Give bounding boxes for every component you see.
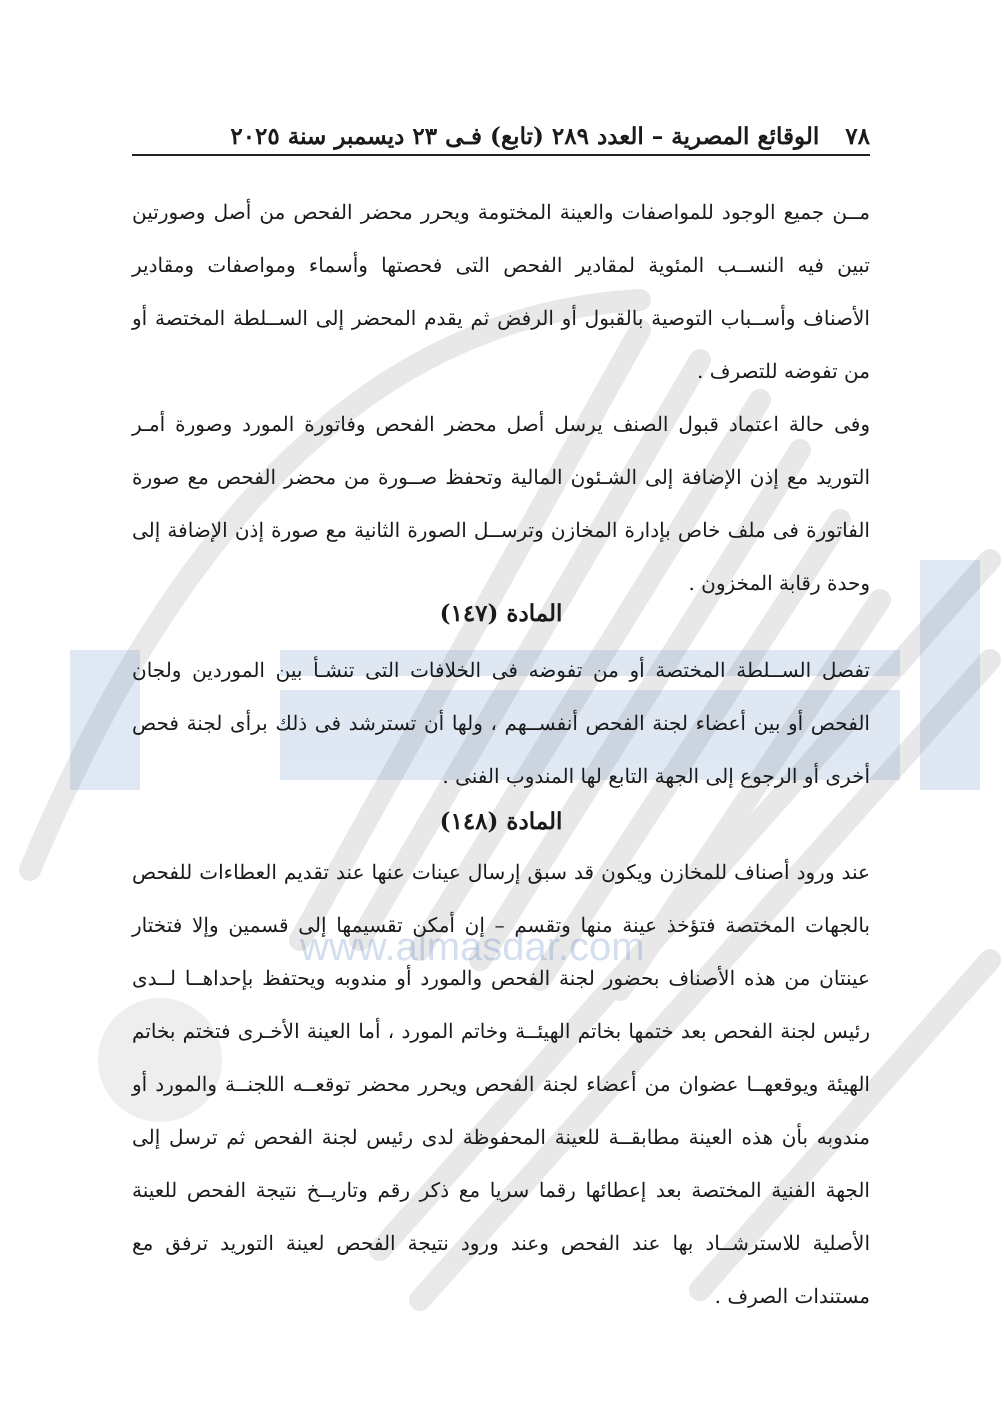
- paragraph-3: تفصل الســلطة المختصة أو من تفوضه فى الخلافات التى تنشـأ بين الموردين ولجان الفحص أو بين أعضاء لجنة الفحص أنفســهم ، ولها أن تسترشد فى ذلك برأى لجنة فحص أخرى أو الرجوع إلى الجهة التابع لها المندوب الفنى .: [132, 658, 870, 788]
- paragraph-2: وفى حالة اعتماد قبول الصنف يرسل أصل محضر الفحص وفاتورة المورد وصورة أمـر التوريد مع إذن الإضافة إلى الشـئون المالية وتحفظ صــورة من محضر الفحص مع صورة الفاتورة فى ملف خاص بإدارة المخازن وترســل الصورة الثانية مع صورة إذن الإضافة إلى وحدة رقابة المخزون .: [132, 412, 870, 595]
- page-header: [132, 110, 870, 150]
- paragraph-4: عند ورود أصناف للمخازن ويكون قد سبق إرسال عينات عنها عند تقديم العطاءات للفحص بالجهات المختصة فتؤخذ عينة منها وتقسم – إن أمكن تقسيمها إلى قسمين وإلا فتختار عينتان من هذه الأصناف بحضور لجنة الفحص والمورد أو مندوبه ويحتفظ بإحداهــا لــدى رئيس لجنة الفحص بعد ختمها بخاتم الهيئــة وخاتم المورد ، أما العينة الأخـرى فتختم بخاتم الهيئة ويوقعهــا عضوان من أعضاء لجنة الفحص ويحرر محضر توقعــه اللجنــة والمورد أو مندوبه بأن هذه العينة مطابقــة للعينة المحفوظة لدى رئيس لجنة الفحص ثم ترسل إلى الجهة الفنية المختصة بعد إعطائها رقما سريا مع ذكر رقم وتاريــخ نتيجة الفحص للعينة الأصلية للاسترشــاد بها عند الفحص وعند ورود نتيجة الفحص لعينة التوريد ترفق مع مستندات الصرف .: [132, 860, 871, 1308]
- page-number: ٧٨: [845, 123, 870, 150]
- gazette-title: الوقائع المصرية – العدد ٢٨٩ (تابع) فـى ٢٣ ديسمبر سنة ٢٠٢٥: [230, 123, 820, 150]
- paragraph-1: مــن جميع الوجود للمواصفات والعينة المختومة ويحرر محضر الفحص من أصل وصورتين تبين فيه النســب المئوية لمقادير الفحص التى فحصتها وأسماء ومواصفات ومقادير الأصناف وأســباب التوصية بالقبول أو الرفض ثم يقدم المحضر إلى الســلطة المختصة أو من تفوضه للتصرف .: [132, 200, 870, 383]
- article-heading-147: المادة (١٤٧): [439, 600, 563, 627]
- watermark-site-text: www.almasdar.com: [300, 925, 645, 969]
- article-heading-148: المادة (١٤٨): [439, 808, 563, 835]
- header-divider: [132, 154, 870, 156]
